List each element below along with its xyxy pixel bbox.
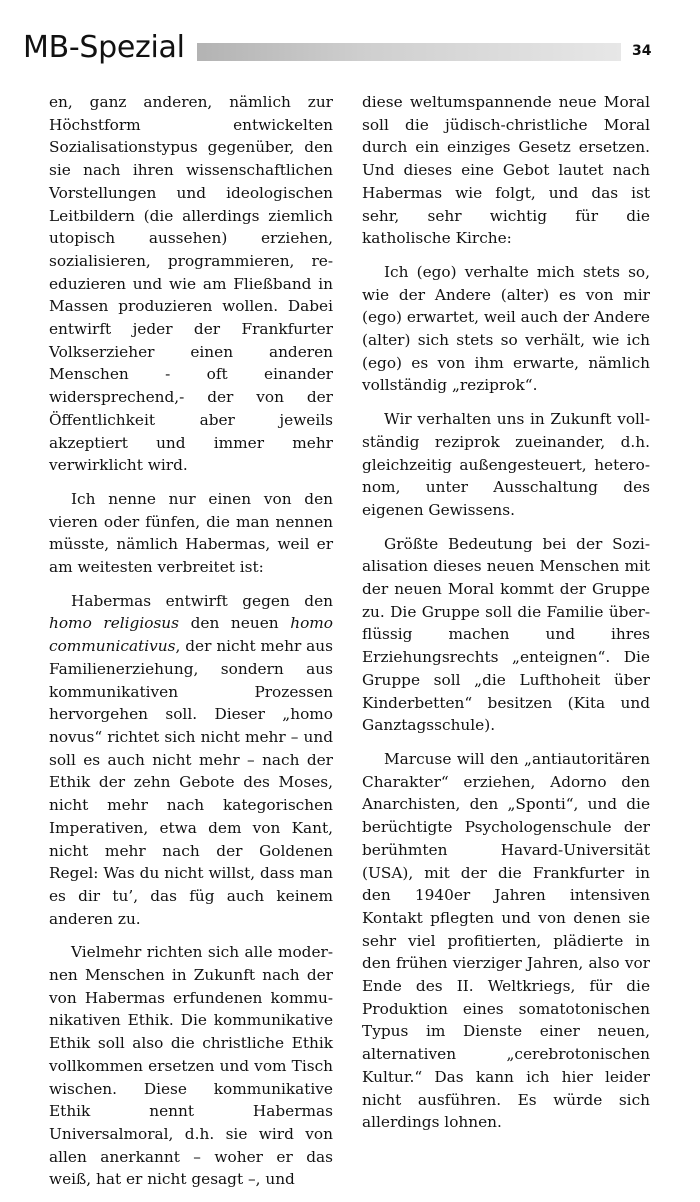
text-run: , der nicht mehr aus Familienerziehung, sondern aus kommunikativen Prozessen hervorgehen soll. Dieser „homo novus“ richtet sich nicht mehr – und soll es auch nicht mehr – nach der Ethik der zehn Gebote des Moses, nicht mehr nach kategorischen Imperativen, etwa dem von Kant, nicht mehr nach der Goldenen Regel: Was du nicht willst, dass man es dir tu’, das füg auch keinem anderen zu. — [49, 637, 333, 928]
left-text-column — [49, 91, 333, 1202]
text-run: Größte Bedeutung bei der Sozialisation dieses neuen Menschen mit der neuen Moral kommt der Gruppe zu. Die Gruppe soll die Familie überflüssig machen und ihres Erziehungsrechts „enteignen“. Die Gruppe soll „die Lufthoheit über Kinderbetten“ besitzen (Kita und Ganztagsschule). — [362, 534, 650, 735]
text-run: en, ganz anderen, nämlich zur Höchstform entwickelten Sozialisationstypus gegenüber, den sie nach ihren wissenschaftlichen Vorstellungen und ideologischen Leitbildern (die allerdings ziemlich utopisch aussehen) erziehen, sozialisieren, programmieren, re-eduzieren und wie am Fließband in Massen produzieren wollen. Dabei entwirft jeder der Frankfurter Volkserzieher einen anderen Menschen - oft einander widersprechend,- der von der Öffentlichkeit aber jeweils akzeptiert und immer mehr verwirklicht wird. — [49, 93, 333, 475]
paragraph — [362, 533, 650, 737]
text-run: Habermas entwirft gegen den — [71, 591, 333, 610]
header-rule-bar — [197, 43, 621, 61]
text-run: Wir verhalten uns in Zukunft vollständig reziprok zueinander, d.h. gleichzeitig außengesteuert, heteronom, unter Ausschaltung des eigenen Gewissens. — [362, 410, 650, 519]
text-run: diese weltumspannende neue Moral soll die jüdisch-christliche Moral durch ein einziges Gesetz ersetzen. Und dieses eine Gebot lautet nach Habermas wie folgt, und das ist sehr, sehr wichtig für die katholische Kirche: — [362, 93, 650, 248]
italic-term: homo religiosus — [49, 614, 179, 633]
page-number: 34 — [632, 43, 652, 59]
paragraph — [362, 91, 650, 250]
paragraph — [362, 748, 650, 1134]
paragraph — [49, 91, 333, 477]
paragraph — [362, 261, 650, 397]
section-title: MB-Spezial — [23, 30, 185, 65]
text-run: den neuen — [179, 614, 291, 633]
paragraph — [49, 488, 333, 579]
paragraph — [49, 941, 333, 1191]
text-run: Ich (ego) verhalte mich stets so, wie der Andere (alter) es von mir (ego) erwartet, weil auch der Andere (alter) sich stets so verhält, wie ich (ego) es von ihm erwarte, nämlich vollständig „reziprok“. — [362, 262, 650, 395]
text-run: Marcuse will den „antiautoritären Charakter“ erziehen, Adorno den Anarchisten, den „Sponti“, und die berüchtigte Psychologenschule der berühmten Havard-Universität (USA), mit der die Frankfurter in den 1940er Jahren intensiven Kontakt pflegten und von denen sie sehr viel profitierten, plädierte in den frühen vierziger Jahren, also vor Ende des II. Weltkriegs, für die Produktion eines somatotonischen Typus im Dienste einer neuen, alternativen „cerebrotonischen Kultur.“ Das kann ich hier leider nicht ausführen. Es würde sich allerdings lohnen. — [362, 749, 650, 1132]
paragraph — [362, 408, 650, 522]
text-run: Ich nenne nur einen von den vieren oder fünfen, die man nennen müsste, nämlich Habermas, weil er am weitesten verbreitet ist: — [49, 489, 333, 577]
right-text-column — [362, 91, 650, 1145]
paragraph — [49, 590, 333, 931]
text-run: Vielmehr richten sich alle modernen Menschen in Zukunft nach der von Habermas erfundenen kommunikativen Ethik. Die kommunikative Ethik soll also die christliche Ethik vollkommen ersetzen und vom Tisch wischen. Diese kommunikative Ethik nennt Habermas Universalmoral, d.h. sie wird von allen anerkannt – woher er das weiß, hat er nicht gesagt –, und — [49, 943, 333, 1189]
italic-term: homo communicativus — [49, 614, 333, 656]
